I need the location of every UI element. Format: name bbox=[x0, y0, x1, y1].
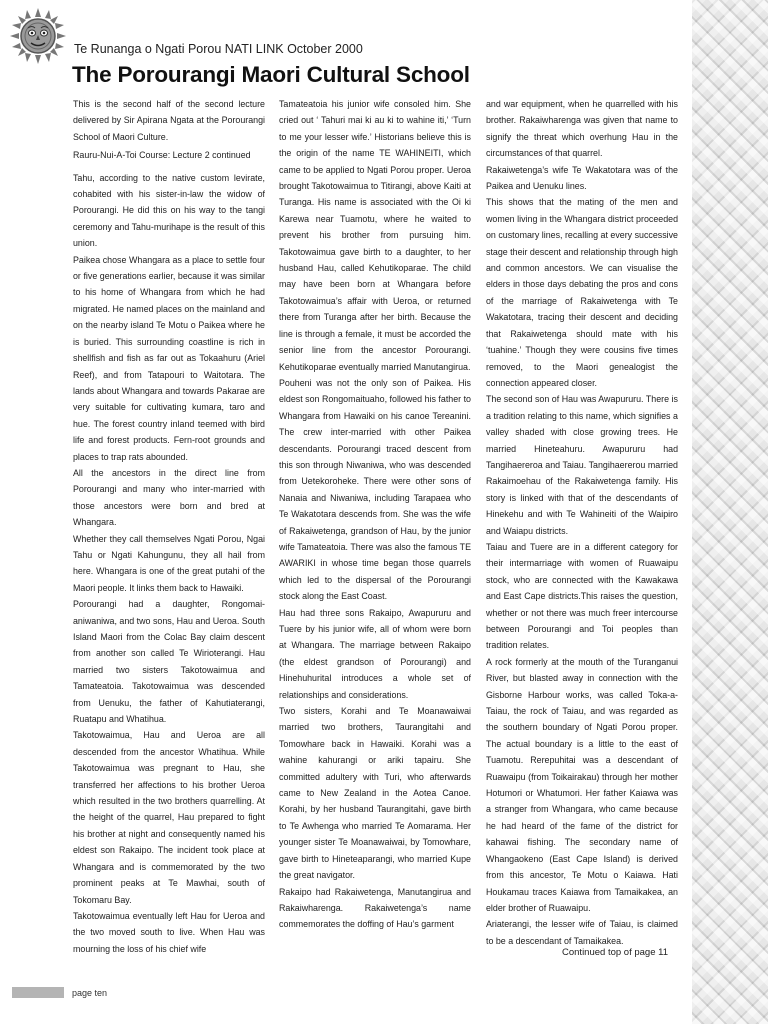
paragraph: This shows that the mating of the men and women living in the Whangara district proceeded on customary lines, recalling at every successive stage their descent and relationship through high and common ancestors. We can visualise the elders in those days debating the pros and cons of the marriage of Rakaiwetenga with Te Wakatotara, tracing their descent and deciding that Rakaiwetenga should mate with his ‘tuahine.’ Though they were cousins five times removed, to the Maori genealogist the connection appeared closer. bbox=[486, 197, 678, 388]
paragraph: Two sisters, Korahi and Te Moanawaiwai married two brothers, Taurangitahi and Tomowhare back in Hawaiki. Korahi was a wahine kahurangi or ariki tapairu. She committed adultery with Turi, who afterwards came to New Zealand in the Aotea Canoe. Korahi, by her husband Taurangitahi, gave birth to Te Awhenga who married Te Aomarama. Her younger sister Te Moanawaiwai, by Tomowhare, gave birth to Hineteaparangi, who married Kupe the great navigator. bbox=[279, 706, 471, 881]
paragraph: Whether they call themselves Ngati Porou, Ngai Tahu or Ngati Kahungunu, they all hail from here. Whangara is one of the great putahi of the Maori people. It links them back to Hawaiki. bbox=[73, 533, 265, 593]
paragraph: Hau had three sons Rakaipo, Awapururu and Tuere by his junior wife, all of whom were born at Whangara. The marriage between Rakaipo (the eldest grandson of Porourangi) and Hinehuhurital introduces a whole set of relationships and considerations. bbox=[279, 607, 471, 700]
paragraph: The second son of Hau was Awapururu. There is a tradition relating to this name, which signifies a valley shaded with close growing trees. He married Hineteahuru. Awapururu had Tangihaereroa and Taiau. Tangihaererou married Rakaimoehau of the Rakaiwetenga family. His story is linked with that of the descendants of Hinekehu and with Te Wahineiti of the Waipiro and Waiapu districts. bbox=[486, 394, 678, 536]
continued-note: Continued top of page 11 bbox=[562, 947, 668, 958]
course-subheading: Rauru-Nui-A-Toi Course: Lecture 2 continued bbox=[73, 150, 251, 161]
paragraph: Pouheni was not the only son of Paikea. His eldest son Rongomaituaho, followed his father to Whangara from Hawaiki on his canoe Tereanini. The crew inter-married with other Paikea descendants. Porourangi traced descent from this son through Niwaniwa, who was descended from Uetekoroheke. There were other sons of Nanaia and Niwaniwa, including Tarapaea who Te Wakatotara descends from. She was the wife of Rakaiwetenga, grandson of Hau, by the junior wife Tamateatoia. There was also the famous TE AWARIKI in whose time began those quarrels which led to the dispersal of the Porourangi stock along the East Coast. bbox=[279, 377, 471, 602]
paragraph: All the ancestors in the direct line from Porourangi and many who inter-married with those ancestors were born and bred at Whangara. bbox=[73, 467, 265, 528]
running-head: Te Runanga o Ngati Porou NATI LINK October 2000 bbox=[74, 42, 363, 56]
paragraph: Porourangi had a daughter, Rongomai-aniwaniwa, and two sons, Hau and Ueroa. South Island Maori from the Colac Bay claim descent from another son called Te Wirioterangi. Hau married two sisters Takotowaimua and Tamateatoia. Takotowaimua was descended from Uenuku, the father of Kahutiaterangi, Ruatapu and Whatihua. bbox=[73, 599, 265, 725]
paragraph: Rakaiwetenga’s wife Te Wakatotara was of the Paikea and Uenuku lines. bbox=[486, 164, 678, 192]
paragraph: Paikea chose Whangara as a place to settle four or five generations earlier, because it was similar to his home of Whangara from which he had migrated. He named places on the mainland and on the nearby island Te Motu o Paikea where he is buried. This surrounding coastline is rich in shellfish and fish as far out as Tokaahuru (Ariel Reef), and from Tatapouri to Waitotara. The lands about Whangara and towards Pakarae are very suitable for cultivating kumara, taro and hue. The forest country inland teemed with bird life and forest products. Fern-root grounds and places to trap rats abounded. bbox=[73, 254, 265, 462]
woven-flax-border bbox=[692, 0, 768, 1024]
article-column-2 bbox=[279, 96, 471, 933]
paragraph: Tahu, according to the native custom levirate, cohabited with his sister-in-law the widow of Porourangi. He did this on his way to the tangi ceremony and Tahu-murihape is the result of this union. bbox=[73, 172, 265, 249]
article-column-3 bbox=[486, 96, 678, 949]
page-title: The Porourangi Maori Cultural School bbox=[72, 62, 470, 87]
paragraph: Rakaipo had Rakaiwetenga, Manutangirua and Rakaiwharenga. Rakaiwetenga’s name commemorates the doffing of Hau’s garment bbox=[279, 886, 471, 930]
folio-bar bbox=[12, 987, 64, 998]
carved-face-sun-emblem-icon bbox=[10, 8, 66, 64]
paragraph: Takotowaimua, Hau and Ueroa are all descended from the ancestor Whatihua. While Takotowaimua was pregnant to Hau, she transferred her affections to his brother Ueroa which resulted in the two brothers quarrelling. At the height of the quarrel, Hau prepared to fight his brother at night and consequently named his eldest son Rakaipo. The incident took place at Whangara and is commemorated by the two prominent peaks at Te Mawhai, south of Tokomaru Bay. bbox=[73, 730, 265, 905]
paragraph: Ariaterangi, the lesser wife of Taiau, is claimed to be a descendant of Tamaikakea. bbox=[486, 919, 678, 946]
paragraph: Tamateatoia his junior wife consoled him. She cried out ‘ Tahuri mai ki au ki to wahine iti,’ ‘Turn to me your lesser wife.’ Historians believe this is the origin of the name TE WAHINEITI, which came to be applied to Ngati Porou proper. Ueroa brought Takotowaimua to Titirangi, above Kaiti at Turanga. His name is associated with the Oi ki Karewa near Tuamotu, where he waited to prevent his brother from pursuing him. Takotowaimua gave birth to a daughter, to her husband Hau, called Kehutikoparae. The child may have been born at Whangara before Takotowaimua’s affair with Ueroa, or returned there from Turanga after her birth. Because the line is through a female, it must be accorded the senior line from the ancestor Porourangi. Kehutikoparae eventually married Manutangirua. bbox=[279, 99, 471, 372]
article-column-1 bbox=[73, 96, 265, 957]
page-number: page ten bbox=[72, 988, 108, 998]
paragraph: A rock formerly at the mouth of the Turanganui River, but blasted away in connection with the Gisborne Harbour works, was called Toka-a-Taiau, the rock of Taiau, and was regarded as the southern boundary of Ngati Porou proper. The actual boundary is a little to the east of Tuamotu. Rerepuhitai was a descendant of Ruawaipu (from Toikairakau) through her mother Hotumori or Whatumori. Her father Kaiawa was a stranger from Whangara, who came because he had heard of the fame of the district for kahawai fishing. The secondary name of Whangaokeno (East Cape Island) is derived from this ancestor, Te Motu o Kaiawa. Hati Houkamau traces Kaiawa from Tamaikakea, an elder brother of Ruawaipu. bbox=[486, 656, 678, 913]
paragraph: Takotowaimua eventually left Hau for Ueroa and the two moved south to live. When Hau was mourning the loss of his chief wife bbox=[73, 910, 265, 954]
paragraph: Taiau and Tuere are in a different category for their intermarriage with women of Ruawaipu stock, who are connected with the Kawakawa and East Cape districts.This raises the question, whether or not there was much freer intercourse between Porourangi and Toi peoples than tradition relates. bbox=[486, 541, 678, 651]
paragraph: This is the second half of the second lecture delivered by Sir Apirana Ngata at the Porourangi School of Maori Culture. bbox=[73, 99, 265, 142]
paragraph: and war equipment, when he quarrelled with his brother. Rakaiwharenga was given that name to signify the threat which overhung Hau in the circumstances of that quarrel. bbox=[486, 99, 678, 159]
